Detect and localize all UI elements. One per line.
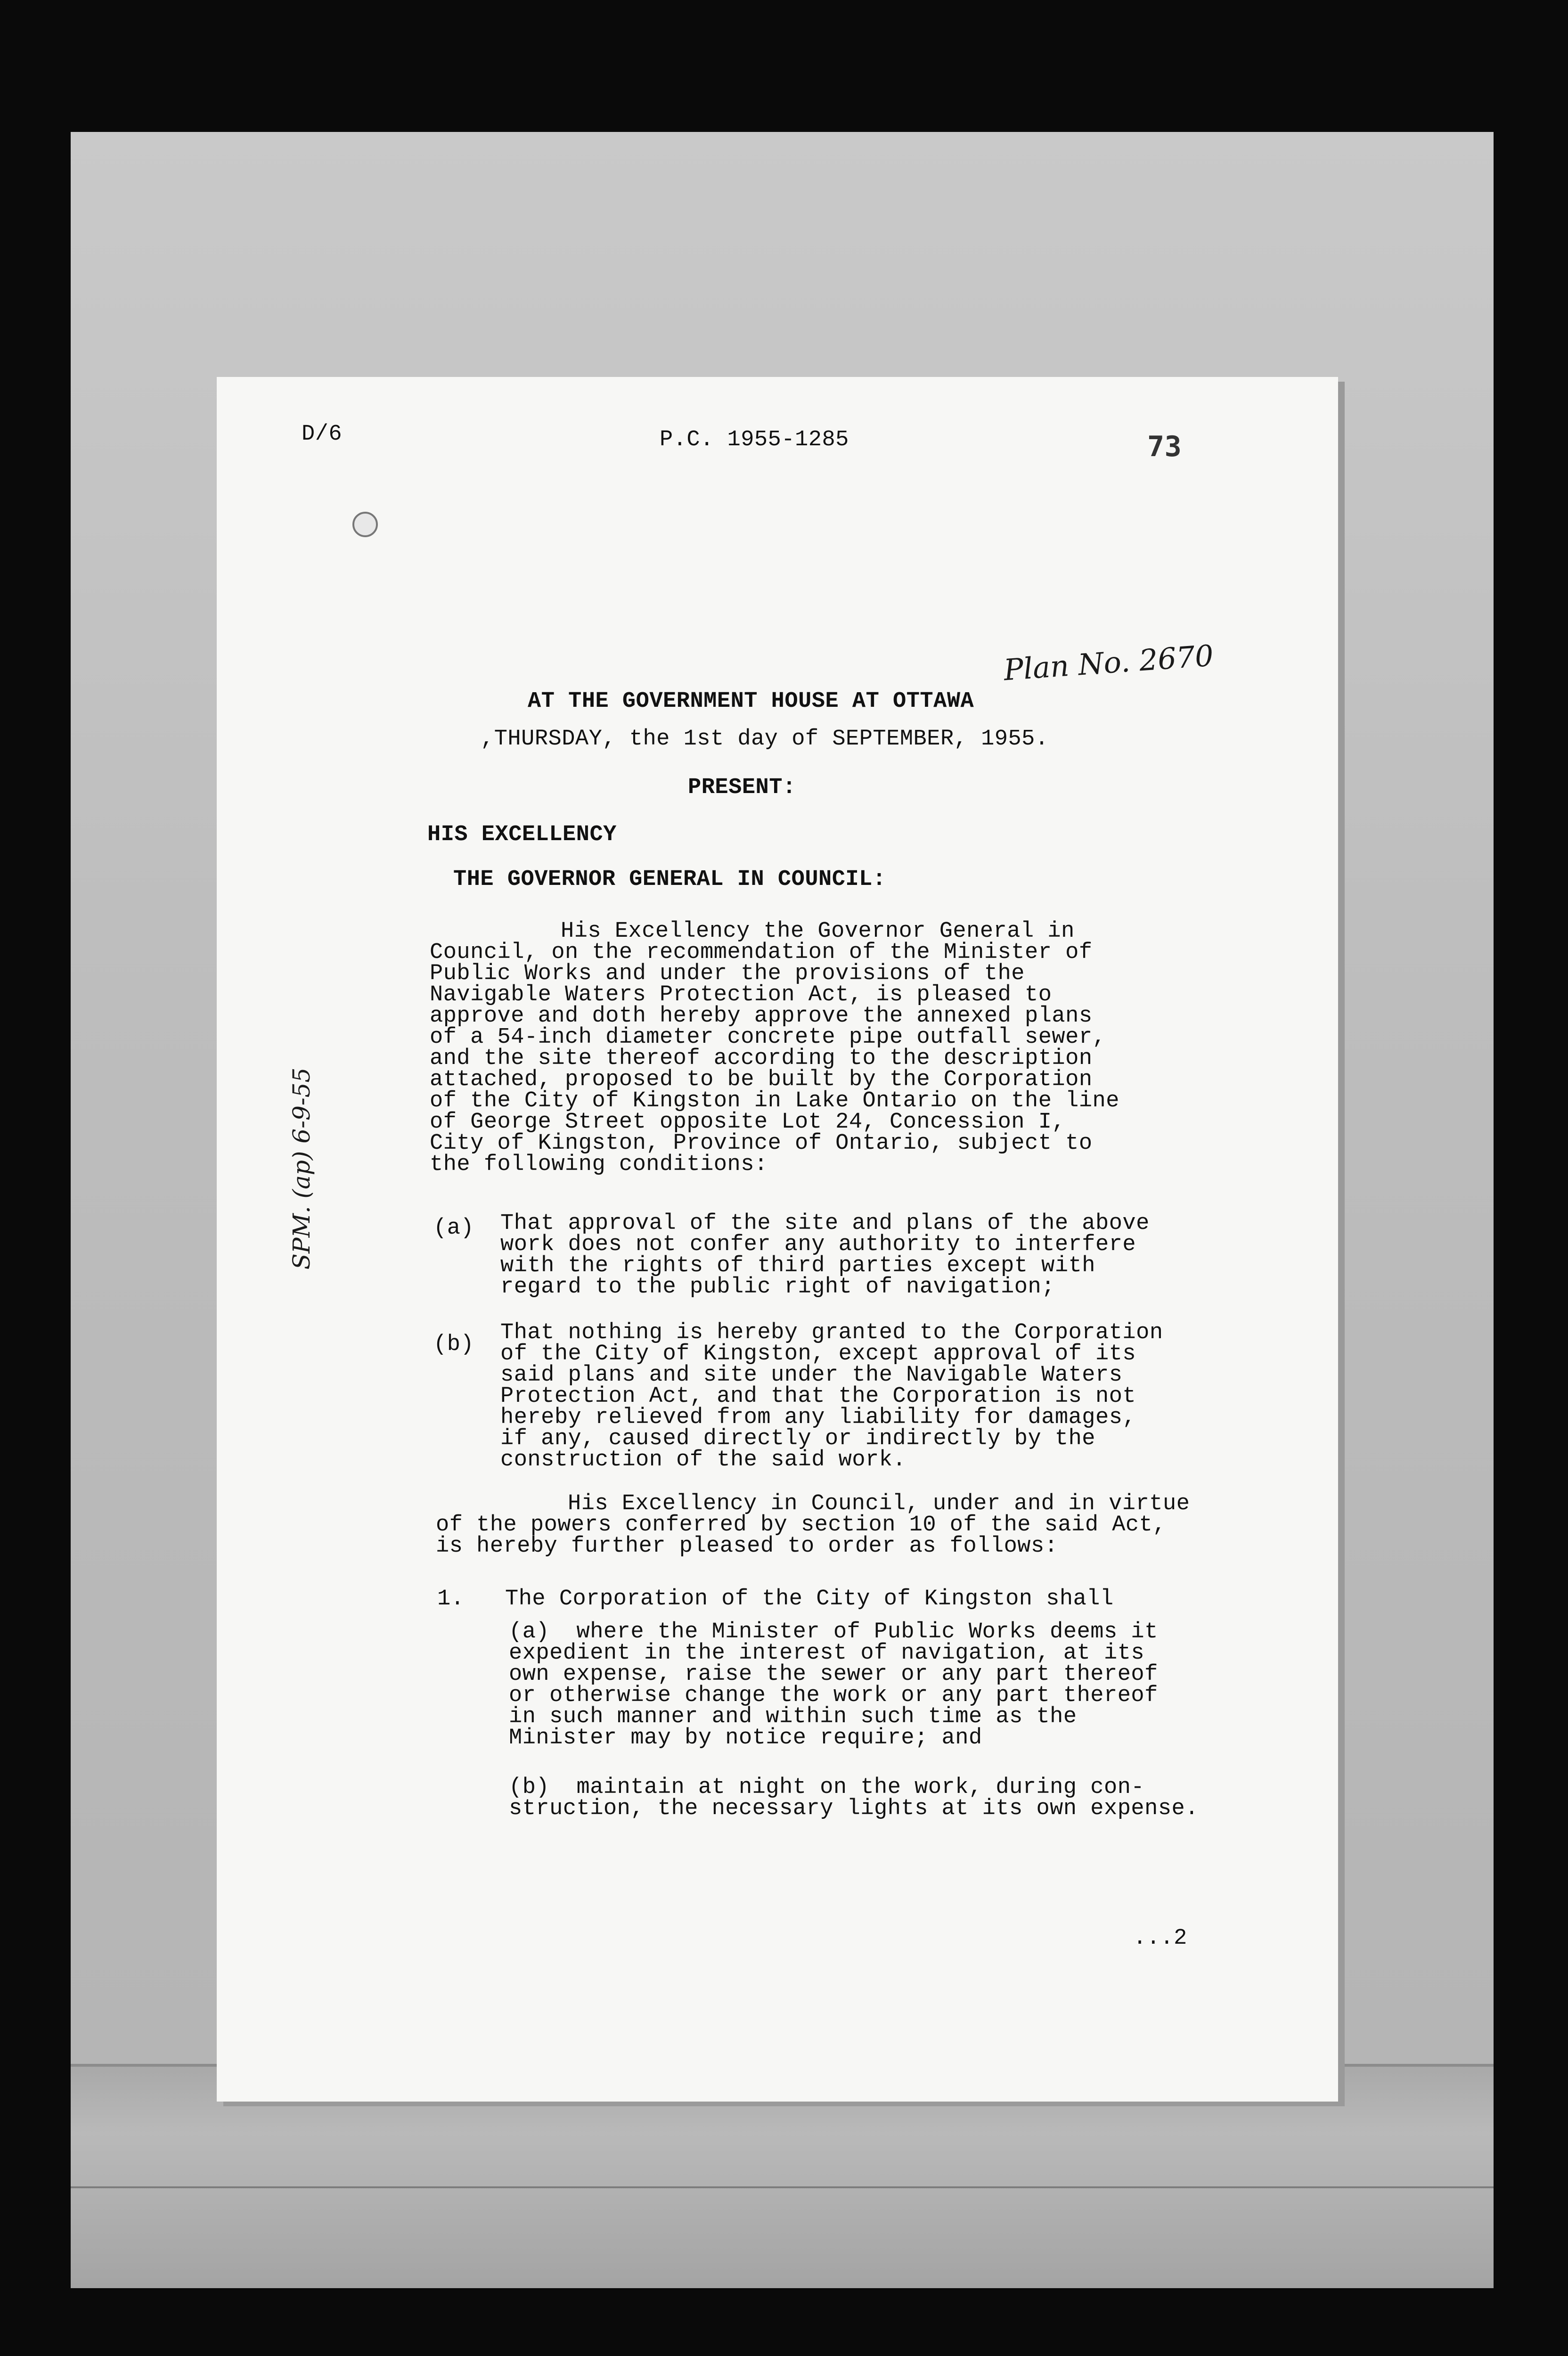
intro-line: Navigable Waters Protection Act, is pleased to — [430, 982, 1052, 1007]
order-number: P.C. 1955-1285 — [660, 427, 849, 452]
sub-a-line: expedient in the interest of navigation, at its — [509, 1641, 1145, 1666]
condition-b-line: of the City of Kingston, except approval of its — [500, 1342, 1136, 1366]
intro-line: the following conditions: — [430, 1152, 768, 1177]
intro-line: attached, proposed to be built by the Corporation — [430, 1067, 1093, 1092]
sub-b-line: (b) maintain at night on the work, during con- — [509, 1775, 1145, 1800]
item-1-label: 1. — [437, 1587, 465, 1612]
intro-line: of George Street opposite Lot 24, Concession I, — [430, 1110, 1066, 1135]
punch-hole — [352, 512, 378, 537]
excellency-heading: HIS EXCELLENCY — [427, 822, 617, 847]
order-line: of the powers conferred by section 10 of the said Act, — [436, 1513, 1167, 1538]
condition-a-label: (a) — [433, 1216, 474, 1241]
condition-b-line: construction of the said work. — [500, 1448, 906, 1472]
intro-line: His Excellency the Governor General in — [561, 919, 1075, 944]
folio-number: 73 — [1147, 430, 1182, 463]
condition-b-line: said plans and site under the Navigable Waters — [500, 1363, 1123, 1388]
sub-a-line: (a) where the Minister of Public Works deems it — [509, 1620, 1158, 1644]
order-line: is hereby further pleased to order as follows: — [436, 1534, 1058, 1559]
sub-a-line: or otherwise change the work or any part thereof — [509, 1683, 1158, 1708]
condition-b-line: if any, caused directly or indirectly by the — [500, 1426, 1096, 1451]
item-1-text: The Corporation of the City of Kingston shall — [505, 1587, 1114, 1612]
condition-b-line: Protection Act, and that the Corporation is not — [500, 1384, 1136, 1409]
condition-a-line: regard to the public right of navigation; — [500, 1275, 1055, 1300]
board-divider — [71, 2186, 1494, 2188]
intro-line: of the City of Kingston in Lake Ontario on the line — [430, 1088, 1119, 1113]
doc-code: D/6 — [302, 422, 343, 447]
present-heading: PRESENT: — [688, 775, 796, 800]
order-line: His Excellency in Council, under and in virtue — [568, 1491, 1190, 1516]
sub-b-line: struction, the necessary lights at its own expense. — [509, 1796, 1199, 1821]
intro-line: City of Kingston, Province of Ontario, subject to — [430, 1131, 1093, 1156]
condition-b-line: hereby relieved from any liability for damages, — [500, 1405, 1136, 1430]
place-heading: AT THE GOVERNMENT HOUSE AT OTTAWA — [528, 689, 974, 714]
sub-a-line: Minister may by notice require; and — [509, 1726, 982, 1751]
intro-line: Public Works and under the provisions of the — [430, 961, 1025, 986]
condition-a-line: That approval of the site and plans of the above — [500, 1211, 1150, 1236]
intro-line: and the site thereof according to the description — [430, 1046, 1093, 1071]
council-heading: THE GOVERNOR GENERAL IN COUNCIL: — [453, 867, 886, 892]
condition-b-line: That nothing is hereby granted to the Corporation — [500, 1320, 1163, 1345]
condition-a-line: with the rights of third parties except with — [500, 1253, 1096, 1278]
condition-a-line: work does not confer any authority to interfere — [500, 1232, 1136, 1257]
intro-line: of a 54-inch diameter concrete pipe outfall sewer, — [430, 1025, 1106, 1050]
date-line: ,THURSDAY, the 1st day of SEPTEMBER, 1955. — [481, 727, 1049, 752]
intro-line: approve and doth hereby approve the annexed plans — [430, 1004, 1093, 1029]
margin-note: SPM. (ap) 6-9-55 — [288, 1067, 315, 1270]
condition-b-label: (b) — [433, 1332, 474, 1357]
plan-note: Plan No. 2670 — [1002, 638, 1215, 687]
intro-line: Council, on the recommendation of the Minister of — [430, 940, 1093, 965]
sub-a-line: in such manner and within such time as the — [509, 1704, 1077, 1729]
sub-a-line: own expense, raise the sewer or any part thereof — [509, 1662, 1158, 1687]
continuation-marker: ...2 — [1133, 1926, 1187, 1951]
